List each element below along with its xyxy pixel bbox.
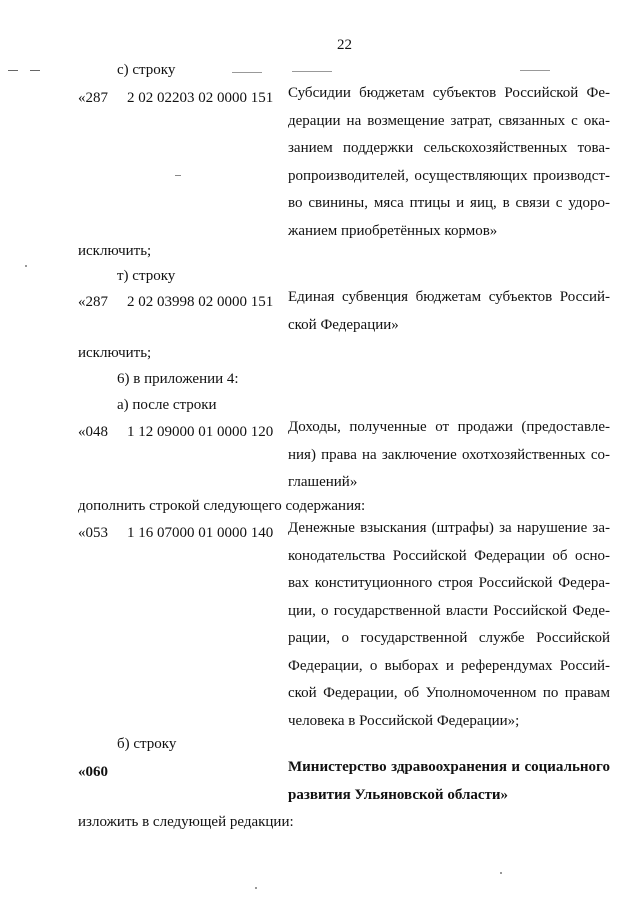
description-line: вах конституционного строя Российской Федера- — [288, 575, 610, 591]
scan-artifact — [175, 175, 181, 176]
description-line: рации, о государственной службе Российской — [288, 630, 610, 646]
description-line: ции, о государственной власти Российской Феде- — [288, 602, 610, 619]
row-287b-code: 2 02 03998 02 0000 151 — [127, 294, 274, 310]
description-line: Доходы, полученные от продажи (предоставле- — [288, 419, 610, 435]
row-287b-description — [288, 284, 610, 339]
row-060-number: «060 — [78, 764, 108, 780]
description-line: Денежные взыскания (штрафы) за нарушение за- — [288, 520, 610, 536]
row-287a-description — [288, 80, 610, 245]
row-048-number: «048 — [78, 424, 108, 440]
description-line: глашений» — [288, 474, 358, 490]
page-number: 22 — [337, 37, 352, 53]
scan-artifact — [500, 872, 502, 874]
scan-artifact — [8, 70, 18, 71]
scan-artifact — [292, 71, 332, 72]
description-line: развития Ульяновской области» — [288, 786, 509, 803]
row-287a-number: «287 — [78, 90, 108, 106]
restate-text: изложить в следующей редакции: — [78, 814, 294, 830]
description-line: конодательства Российской Федерации об осно- — [288, 547, 610, 564]
description-line: человека в Российской Федерации»; — [288, 712, 520, 729]
description-line: жанием приобретённых кормов» — [288, 222, 498, 239]
row-053-number: «053 — [78, 525, 108, 541]
description-line: ропроизводителей, осуществляющих производст- — [288, 167, 610, 184]
description-line: ской Федерации, об Уполномоченном по правам — [288, 685, 610, 701]
description-line: Министерство здравоохранения и социального — [288, 759, 610, 775]
item-b-label: б) строку — [117, 736, 177, 752]
description-line: ния) права на заключение охотхозяйственных со- — [288, 446, 610, 463]
item-6-label: 6) в приложении 4: — [117, 371, 239, 387]
scan-artifact — [232, 72, 262, 73]
scan-artifact — [255, 887, 257, 889]
description-line: Единая субвенция бюджетам субъектов Россий- — [288, 289, 610, 305]
row-053-code: 1 16 07000 01 0000 140 — [127, 525, 274, 541]
description-line: Федерации, о выборах и референдумах Россий- — [288, 657, 610, 674]
row-287b-number: «287 — [78, 294, 108, 310]
description-line: ской Федерации» — [288, 316, 399, 333]
row-048-description — [288, 414, 610, 497]
scan-artifact — [30, 70, 40, 71]
description-line: дерации на возмещение затрат, связанных с ока- — [288, 112, 610, 129]
exclude-text: исключить; — [78, 345, 152, 361]
scan-artifact — [520, 70, 550, 71]
row-060-description — [288, 754, 610, 809]
description-line: занием поддержки сельскохозяйственных това- — [288, 140, 610, 156]
description-line: Субсидии бюджетам субъектов Российской Фе- — [288, 85, 610, 101]
row-053-description — [288, 515, 610, 735]
row-048-code: 1 12 09000 01 0000 120 — [127, 424, 274, 440]
add-row-text: дополнить строкой следующего содержания: — [78, 498, 366, 514]
item-t-label: т) строку — [117, 268, 176, 284]
item-c-label: с) строку — [117, 62, 176, 78]
item-a-label: а) после строки — [117, 397, 217, 413]
description-line: во свинины, мяса птицы и яиц, в связи с удоро- — [288, 195, 610, 211]
scan-artifact — [25, 265, 27, 267]
row-287a-code: 2 02 02203 02 0000 151 — [127, 90, 274, 106]
exclude-text: исключить; — [78, 243, 152, 259]
